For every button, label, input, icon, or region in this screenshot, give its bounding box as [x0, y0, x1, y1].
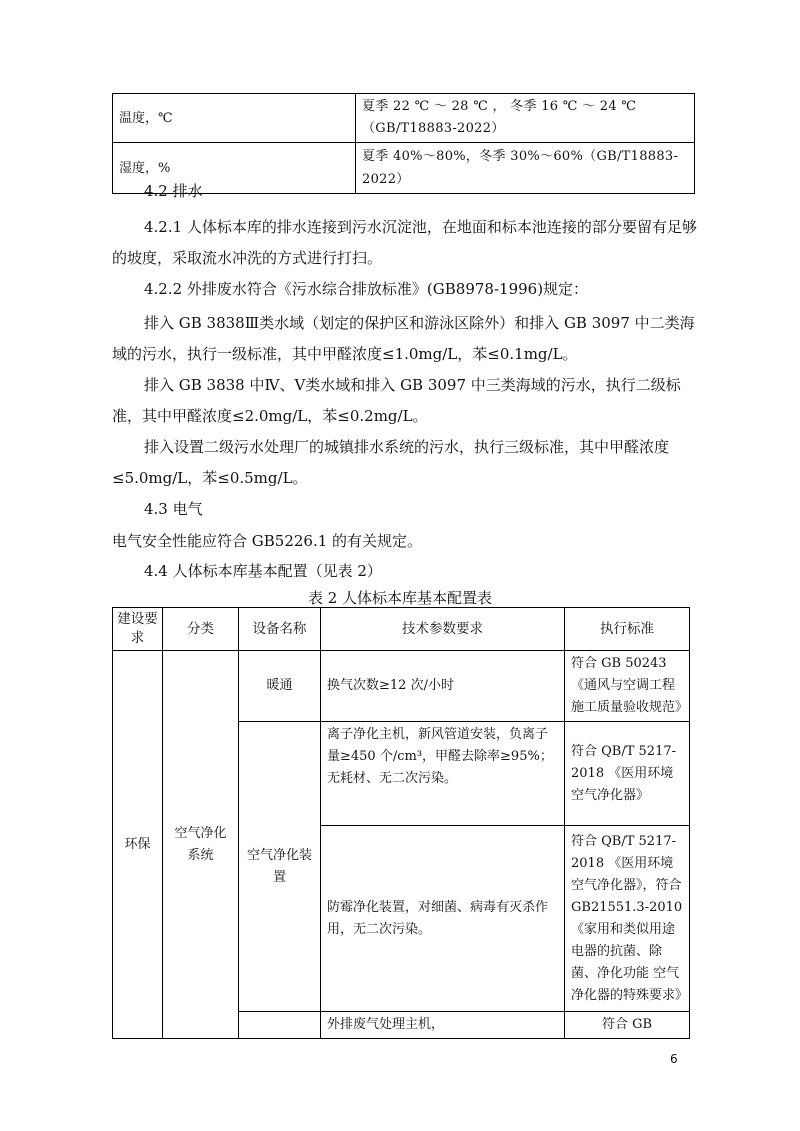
params-cell: 外排废气处理主机， [321, 1012, 565, 1039]
device-cell: 空气净化装置 [239, 722, 321, 1012]
section-heading-4-2: 4.2 排水 [144, 182, 203, 200]
param-cell: 温度，℃ [113, 94, 356, 143]
paragraph-class-3: 排入设置二级污水处理厂的城镇排水系统的污水，执行三级标准，其中甲醛浓度≤5.0mg/L，苯≤0.5mg/L。 [112, 438, 670, 487]
paragraph-4-3: 电气安全性能应符合 GB5226.1 的有关规定。 [112, 532, 423, 550]
params-cell: 换气次数≥12 次/小时 [321, 651, 565, 722]
header-cell: 设备名称 [239, 608, 321, 651]
value-cell [356, 94, 695, 143]
header-cell: 分类 [163, 608, 239, 651]
paragraph-4-2-1: 4.2.1 人体标本库的排水连接到污水沉淀池，在地面和标本池连接的部分要留有足够的坡度，采取流水冲洗的方式进行打扫。 [112, 218, 697, 267]
standard-cell: 符合 GB [565, 1012, 690, 1039]
table-header-row [113, 608, 690, 651]
table-row [113, 651, 690, 722]
value-line: （GB/T18883-2022） [362, 121, 505, 136]
category-cell: 空气净化系统 [163, 651, 239, 1039]
value-line: 夏季 22 ℃ ～ 28 ℃ ， 冬季 16 ℃ ～ 24 ℃ [362, 99, 637, 114]
standard-cell: 符合 QB/T 5217-2018 《医用环境空气净化器》 [565, 722, 690, 826]
paragraph-class-2: 排入 GB 3838 中Ⅳ、Ⅴ类水域和排入 GB 3097 中三类海域的污水，执行二级标准，其中甲醛浓度≤2.0mg/L，苯≤0.2mg/L。 [112, 376, 681, 425]
table-row [113, 94, 695, 143]
section-heading-4-4: 4.4 人体标本库基本配置（见表 2） [144, 562, 382, 580]
params-cell: 离子净化主机，新风管道安装，负离子量≥450 个/cm³，甲醛去除率≥95%；无耗材、无二次污染。 [321, 722, 565, 826]
section-heading-4-3: 4.3 电气 [144, 500, 203, 518]
standard-cell: 符合 QB/T 5217-2018 《医用环境空气净化器》，符合 GB21551.3-2010《家用和类似用途电器的抗菌、除菌、净化功能 空气净化器的特殊要求》 [565, 826, 690, 1012]
header-cell: 技术参数要求 [321, 608, 565, 651]
table-title: 表 2 人体标本库基本配置表 [307, 589, 493, 607]
standard-cell: 符合 GB 50243《通风与空调工程施工质量验收规范》 [565, 651, 690, 722]
page-number: 6 [670, 1052, 678, 1066]
header-cell: 建设要求 [113, 608, 163, 651]
params-cell: 防霉净化装置，对细菌、病毒有灭杀作用，无二次污染。 [321, 826, 565, 1012]
paragraph-4-2-2: 4.2.2 外排废水符合《污水综合排放标准》(GB8978-1996)规定： [144, 280, 589, 298]
param-cell: 湿度，% [113, 143, 356, 194]
device-cell: 暖通 [239, 651, 321, 722]
paragraph-class-1: 排入 GB 3838Ⅲ类水域（划定的保护区和游泳区除外）和排入 GB 3097 中二类海域的污水，执行一级标准，其中甲醛浓度≤1.0mg/L，苯≤0.1mg/L。 [112, 314, 695, 363]
device-cell [239, 1012, 321, 1039]
header-cell: 执行标准 [565, 608, 690, 651]
value-cell: 夏季 40%～80%，冬季 30%～60%（GB/T18883-2022） [356, 143, 695, 194]
config-table [112, 607, 690, 1039]
requirement-cell: 环保 [113, 651, 163, 1039]
